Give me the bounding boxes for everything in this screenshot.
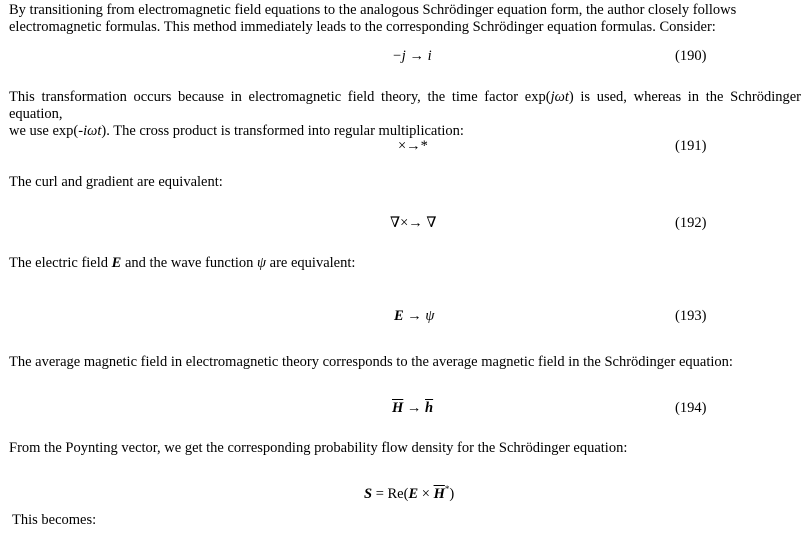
- p2-text-b: ) is used, whereas in the Schrödinger equation,: [9, 89, 801, 122]
- eq194-arrow: →: [403, 400, 426, 416]
- p4-psi-symbol: ψ: [257, 255, 267, 271]
- eq190-rhs: i: [427, 48, 432, 64]
- equation-number-193: (193): [675, 308, 707, 324]
- p4-text-c: are equivalent:: [266, 255, 356, 271]
- p2-text-a: This transformation occurs because in electromagnetic field theory, the time factor exp(: [9, 89, 551, 105]
- poynting-S: S: [364, 485, 373, 502]
- p4-E-symbol: E: [111, 255, 122, 271]
- poynting-E: E: [408, 485, 419, 502]
- eq193-E: E: [394, 308, 404, 324]
- eq194-h-bar: $\overline{h}$: [425, 400, 434, 416]
- equation-number-190: (190): [675, 48, 707, 64]
- paragraph-intro: [9, 2, 801, 36]
- poynting-times: ×: [418, 485, 434, 502]
- equation-number-194: (194): [675, 400, 707, 416]
- paragraph-curl-gradient: The curl and gradient are equivalent:: [9, 174, 223, 190]
- paragraph-intro-line2: electromagnetic formulas. This method immediately leads to the corresponding Schrödinger equation formulas. Consider:: [9, 19, 716, 35]
- paragraph-poynting: From the Poynting vector, we get the corresponding probability flow density for the Schrödinger equation:: [9, 440, 628, 456]
- equation-190: [392, 48, 432, 65]
- poynting-conjugate-star: *: [444, 484, 450, 494]
- equation-number-191: (191): [675, 138, 707, 154]
- eq193-arrow: →: [403, 308, 426, 324]
- equation-194: [392, 400, 433, 417]
- paragraph-intro-line1: By transitioning from electromagnetic field equations to the analogous Schrödinger equation form, the author closely follows: [9, 2, 737, 18]
- equation-191: ×→*: [398, 138, 428, 154]
- eq190-lhs: −j: [392, 48, 406, 64]
- eq193-psi: ψ: [425, 308, 435, 324]
- poynting-close-paren: ): [449, 485, 455, 502]
- paragraph-magnetic-field: The average magnetic field in electromagnetic theory corresponds to the average magnetic field in the Schrödinger equation:: [9, 354, 733, 370]
- equation-number-192: (192): [675, 215, 707, 231]
- paragraph-transformation: [9, 89, 801, 140]
- poynting-H-bar: $\overline{H}$: [433, 485, 445, 502]
- eq190-arrow: →: [409, 48, 424, 64]
- p2-text-d: ). The cross product is transformed into regular multiplication:: [101, 123, 464, 139]
- p4-text-b: and the wave function: [121, 255, 258, 271]
- paragraph-this-becomes: This becomes:: [12, 512, 97, 528]
- p4-text-a: The electric field: [9, 255, 112, 271]
- poynting-equals-re: = Re(: [372, 485, 409, 502]
- equation-poynting: [364, 481, 454, 503]
- p2-text-c: we use exp(-: [9, 123, 84, 139]
- paragraph-electric-field: [9, 255, 801, 272]
- p2-jwt: jωt: [550, 89, 569, 105]
- eq194-H-bar: $\overline{H}$: [392, 400, 404, 416]
- equation-192: ∇×→ ∇: [390, 215, 437, 231]
- p2-iwt: iωt: [83, 123, 102, 139]
- equation-193: [394, 308, 434, 325]
